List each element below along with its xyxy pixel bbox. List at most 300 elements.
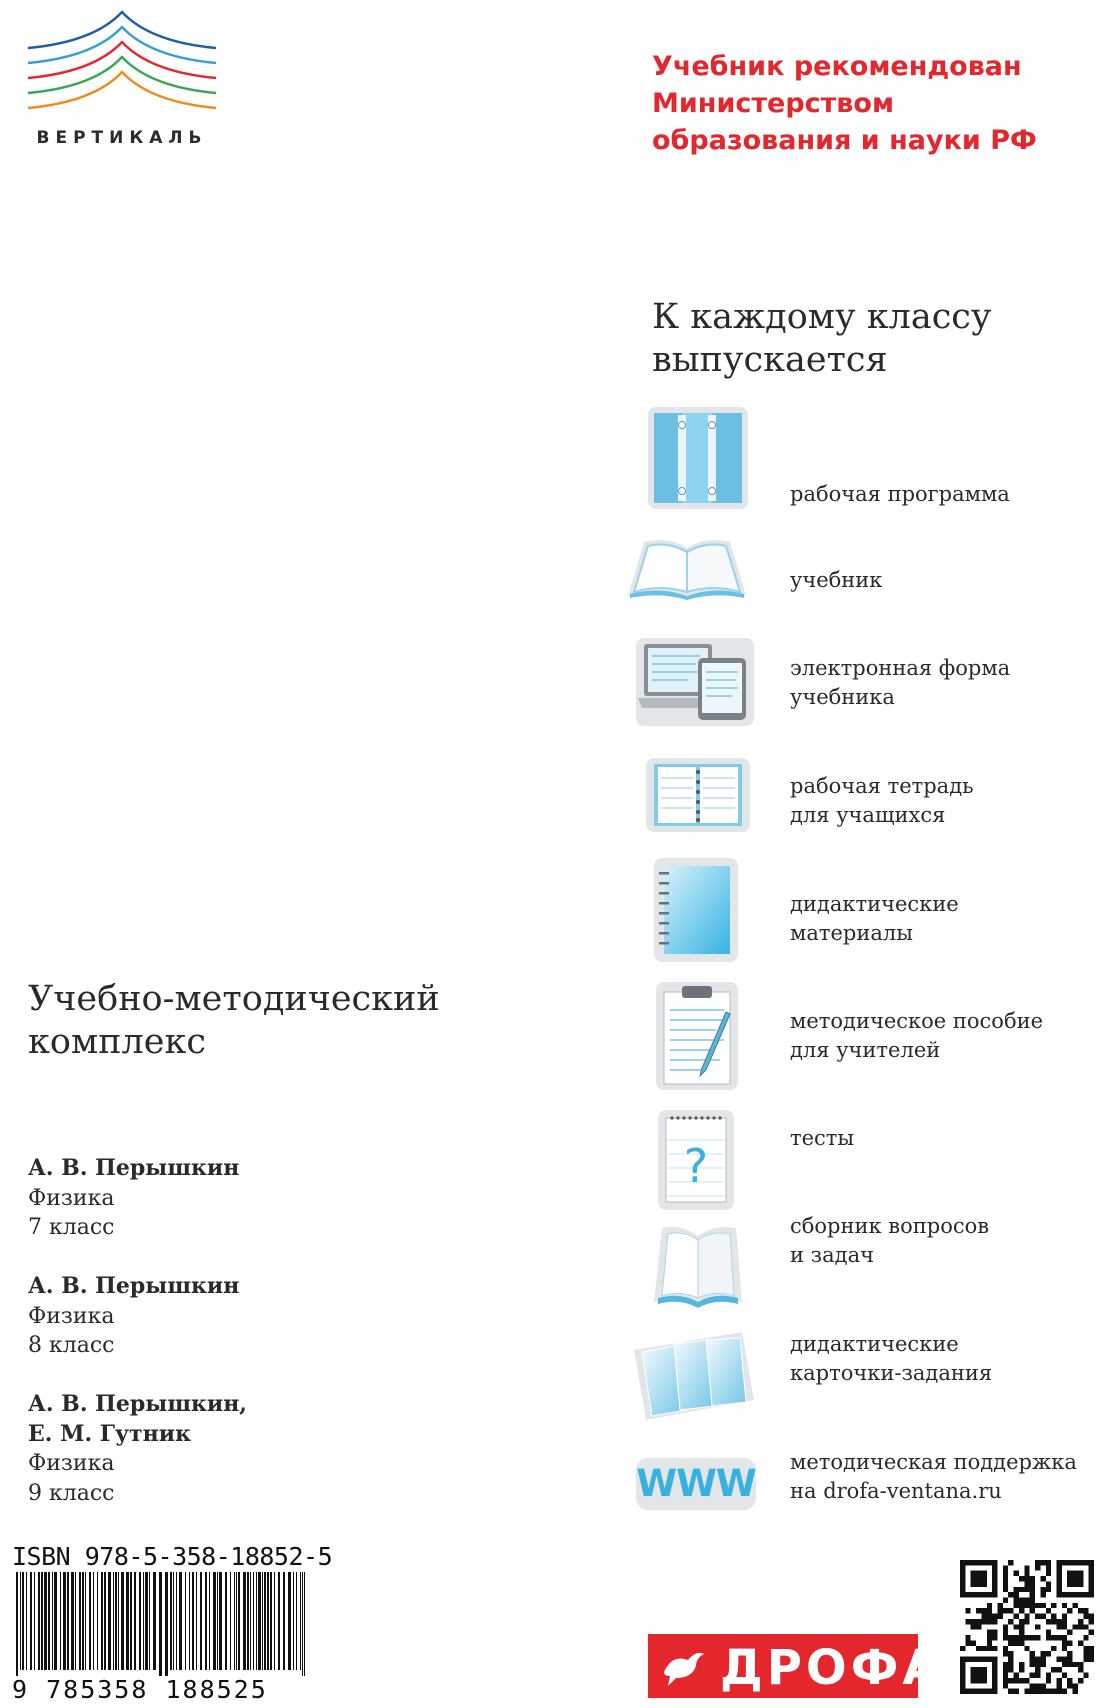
question-pad-icon	[658, 1110, 734, 1210]
barcode-bar	[304, 1572, 305, 1680]
qr-module	[1003, 1587, 1008, 1592]
barcode-bar	[79, 1572, 81, 1670]
qr-module	[1083, 1624, 1088, 1629]
qr-module	[1035, 1614, 1040, 1619]
qr-module	[1046, 1571, 1051, 1576]
barcode-bar	[113, 1572, 114, 1670]
barcode-bar	[200, 1572, 202, 1670]
qr-module	[1008, 1667, 1013, 1672]
barcode-bar	[121, 1572, 124, 1670]
qr-module	[1062, 1656, 1067, 1661]
barcode-bar	[209, 1572, 210, 1670]
qr-module	[992, 1646, 997, 1651]
barcode-bar	[278, 1572, 280, 1670]
qr-module	[1035, 1667, 1040, 1672]
qr-module	[1083, 1651, 1088, 1656]
qr-module	[1003, 1581, 1008, 1586]
qr-module	[1008, 1656, 1013, 1661]
qr-module	[998, 1603, 1003, 1608]
qr-module	[1014, 1673, 1019, 1678]
barcode-bar	[93, 1572, 94, 1670]
item-label	[790, 1007, 1090, 1065]
qr-module	[1030, 1689, 1035, 1694]
qr-module	[960, 1592, 998, 1597]
book-entry	[28, 1272, 239, 1361]
item-label	[790, 1330, 1090, 1388]
item-label	[790, 566, 1090, 595]
qr-module	[1046, 1581, 1051, 1586]
qr-module	[1035, 1683, 1040, 1688]
barcode-bar	[185, 1572, 186, 1670]
qr-module	[1003, 1565, 1008, 1570]
barcode-bar	[67, 1572, 69, 1670]
qr-module	[1003, 1608, 1008, 1613]
qr-module	[1024, 1646, 1029, 1651]
recommendation-line: Учебник рекомендован	[652, 51, 1022, 82]
qr-module	[1024, 1581, 1029, 1586]
qr-module	[987, 1635, 992, 1640]
barcode-bar	[296, 1572, 297, 1670]
qr-module	[1073, 1662, 1078, 1667]
qr-module	[1014, 1678, 1019, 1683]
barcode-bar	[89, 1572, 91, 1670]
qr-module	[1089, 1630, 1094, 1635]
qr-module	[1003, 1667, 1008, 1672]
qr-module	[992, 1560, 997, 1598]
item-label-line: методическое пособие	[790, 1009, 1044, 1033]
qr-module	[1078, 1624, 1083, 1629]
barcode	[12, 1572, 312, 1680]
barcode-bar	[253, 1572, 254, 1670]
qr-module	[1014, 1571, 1019, 1576]
qr-module	[1046, 1635, 1051, 1640]
qr-module	[992, 1656, 997, 1694]
qr-module	[1078, 1619, 1083, 1624]
qr-module	[1030, 1576, 1035, 1581]
qr-module	[981, 1646, 986, 1651]
qr-module	[1014, 1614, 1019, 1619]
qr-module	[1089, 1619, 1094, 1624]
barcode-digits: 9 785358 188525	[12, 1676, 312, 1704]
qr-module	[1019, 1587, 1024, 1592]
book-author: Е. М. Гутник	[28, 1420, 191, 1447]
qr-module	[1003, 1630, 1008, 1635]
qr-module	[1003, 1571, 1008, 1576]
qr-module	[965, 1619, 970, 1624]
barcode-bar	[274, 1572, 275, 1670]
qr-module	[1062, 1619, 1067, 1624]
qr-module	[1046, 1608, 1051, 1613]
item-label	[790, 1448, 1090, 1506]
barcode-bar	[256, 1572, 257, 1670]
book-subject: Физика	[28, 1303, 115, 1329]
qr-module	[1008, 1689, 1013, 1694]
qr-module	[1008, 1640, 1013, 1645]
item-label-line: рабочая тетрадь	[790, 774, 974, 798]
qr-module	[971, 1624, 976, 1629]
qr-module	[976, 1619, 981, 1624]
barcode-bar	[213, 1572, 216, 1670]
qr-module	[1078, 1678, 1083, 1683]
qr-module	[1083, 1635, 1088, 1640]
barcode-bar	[20, 1572, 21, 1670]
qr-module	[1003, 1662, 1008, 1667]
book-grade: 8 класс	[28, 1333, 115, 1358]
qr-module	[1078, 1608, 1083, 1613]
qr-module	[1008, 1678, 1013, 1683]
item-label-line: тесты	[790, 1126, 855, 1150]
qr-module	[987, 1619, 992, 1624]
qr-module	[987, 1603, 992, 1608]
qr-module	[1046, 1651, 1051, 1656]
recommendation-text	[652, 48, 1092, 159]
barcode-bar	[302, 1572, 303, 1680]
qr-module	[1067, 1678, 1072, 1683]
barcode-bar	[243, 1572, 246, 1670]
qr-module	[976, 1608, 981, 1613]
qr-module	[1040, 1614, 1045, 1619]
qr-module	[1046, 1560, 1051, 1565]
barcode-bar	[196, 1572, 197, 1670]
barcode-bar	[170, 1572, 172, 1670]
series-title	[652, 296, 992, 382]
barcode-bar	[126, 1572, 129, 1670]
book-subject: Физика	[28, 1185, 115, 1211]
barcode-bar	[173, 1572, 174, 1670]
qr-module	[1083, 1656, 1088, 1661]
qr-module	[1035, 1560, 1040, 1565]
barcode-bar	[145, 1572, 148, 1670]
qr-module	[1035, 1673, 1040, 1678]
barcode-bar	[41, 1572, 43, 1670]
qr-module	[1019, 1576, 1024, 1581]
qr-module	[1035, 1635, 1040, 1640]
laptop-tablet-icon	[636, 638, 754, 726]
qr-module	[1051, 1635, 1056, 1640]
qr-module	[1014, 1689, 1019, 1694]
item-label	[790, 1212, 1090, 1270]
qr-module	[1040, 1662, 1045, 1667]
qr-module	[1067, 1640, 1072, 1645]
barcode-bar	[219, 1572, 222, 1670]
item-label-line: материалы	[790, 921, 913, 945]
qr-module	[1035, 1689, 1040, 1694]
barcode-bar	[236, 1572, 237, 1670]
qr-module	[1089, 1651, 1094, 1656]
barcode-bar	[97, 1572, 98, 1670]
book-icon	[650, 1222, 746, 1310]
qr-module	[1046, 1630, 1051, 1635]
qr-module	[1035, 1656, 1040, 1661]
item-label-line: для учащихся	[790, 803, 946, 827]
barcode-bar	[149, 1572, 150, 1670]
barcode-bar	[234, 1572, 235, 1670]
item-label	[790, 772, 1090, 830]
barcode-bar	[63, 1572, 66, 1670]
qr-module	[1046, 1673, 1051, 1678]
qr-module	[960, 1656, 965, 1694]
qr-module	[1003, 1576, 1008, 1581]
qr-module	[1062, 1640, 1067, 1645]
qr-module	[1014, 1587, 1019, 1592]
qr-module	[1019, 1678, 1024, 1683]
qr-module	[1083, 1614, 1088, 1619]
barcode-bar	[165, 1572, 168, 1680]
qr-module	[1030, 1592, 1035, 1597]
qr-module	[1078, 1667, 1083, 1672]
qr-module	[965, 1640, 970, 1645]
qr-module	[1083, 1673, 1088, 1678]
qr-module	[1046, 1587, 1051, 1592]
qr-module	[1008, 1651, 1013, 1656]
barcode-bar	[230, 1572, 231, 1670]
barcode-bar	[264, 1572, 266, 1670]
qr-module	[1056, 1667, 1061, 1672]
qr-module	[1089, 1646, 1094, 1651]
item-label-line: электронная форма	[790, 656, 1011, 680]
bird-icon	[658, 1642, 708, 1690]
book-grade: 7 класс	[28, 1215, 115, 1240]
item-label	[790, 890, 1090, 948]
qr-module	[1056, 1624, 1061, 1629]
qr-module	[1024, 1571, 1029, 1576]
qr-module	[1040, 1576, 1045, 1581]
series-title-line: К каждому классу	[652, 297, 992, 337]
barcode-bar	[189, 1572, 190, 1670]
qr-module	[1046, 1565, 1051, 1570]
barcode-bar	[225, 1572, 227, 1670]
qr-module	[1040, 1683, 1045, 1688]
barcode-bar	[16, 1572, 18, 1680]
qr-module	[1019, 1598, 1024, 1603]
qr-module	[1024, 1576, 1029, 1581]
series-title-line: выпускается	[652, 340, 888, 380]
barcode-bar	[247, 1572, 249, 1670]
barcode-bar	[217, 1572, 218, 1670]
qr-module	[1030, 1635, 1035, 1640]
qr-module	[960, 1656, 998, 1661]
qr-module	[1024, 1598, 1029, 1603]
qr-module	[1040, 1603, 1045, 1608]
qr-module	[1067, 1683, 1072, 1688]
clipboard-icon	[656, 982, 738, 1090]
barcode-bar	[22, 1572, 24, 1670]
barcode-bar	[267, 1572, 269, 1670]
barcode-bar	[34, 1572, 35, 1670]
recommendation-line: образования и науки РФ	[652, 125, 1037, 156]
qr-module	[1024, 1614, 1029, 1619]
qr-module	[1003, 1678, 1008, 1683]
qr-module	[1019, 1640, 1024, 1645]
barcode-bar	[118, 1572, 119, 1670]
barcode-bar	[82, 1572, 84, 1670]
qr-module	[1030, 1581, 1035, 1586]
qr-module	[1003, 1624, 1008, 1629]
qr-module	[1035, 1565, 1040, 1570]
qr-module	[1019, 1635, 1024, 1640]
qr-module	[1003, 1635, 1008, 1640]
qr-module	[987, 1614, 992, 1619]
item-label	[790, 480, 1090, 509]
barcode-bar	[75, 1572, 76, 1670]
cards-icon	[632, 1330, 756, 1422]
qr-module	[1019, 1608, 1024, 1613]
qr-module	[1089, 1560, 1094, 1598]
qr-module	[1083, 1608, 1088, 1613]
barcode-bar	[262, 1572, 263, 1670]
qr-module	[1030, 1662, 1035, 1667]
qr-module	[992, 1635, 997, 1640]
qr-module	[981, 1614, 986, 1619]
qr-module	[1024, 1565, 1029, 1570]
qr-module	[992, 1619, 997, 1624]
qr-module	[1040, 1656, 1045, 1661]
qr-module	[1003, 1673, 1008, 1678]
item-label-line: методическая поддержка	[790, 1450, 1077, 1474]
qr-module	[1083, 1646, 1088, 1651]
qr-module	[1030, 1608, 1035, 1613]
qr-module	[987, 1608, 992, 1613]
barcode-bar	[159, 1572, 162, 1680]
barcode-bar	[30, 1572, 32, 1670]
qr-module	[1056, 1656, 1061, 1661]
qr-module	[1046, 1619, 1051, 1624]
barcode-bar	[38, 1572, 40, 1670]
qr-module	[1014, 1592, 1019, 1597]
item-label-line: карточки-задания	[790, 1361, 993, 1385]
qr-module	[1003, 1651, 1008, 1656]
qr-module	[1030, 1683, 1035, 1688]
qr-module	[987, 1640, 992, 1645]
qr-module	[1035, 1603, 1040, 1608]
qr-module	[1067, 1630, 1072, 1635]
qr-module	[1019, 1619, 1024, 1624]
barcode-bar	[108, 1572, 111, 1670]
item-label-line: учебника	[790, 685, 895, 709]
qr-module	[1078, 1662, 1083, 1667]
qr-module	[1067, 1662, 1072, 1667]
logo-wordmark: ВЕРТИКАЛЬ	[36, 128, 208, 148]
qr-module	[1073, 1683, 1078, 1688]
barcode-bar	[48, 1572, 50, 1670]
barcode-bar	[283, 1572, 285, 1670]
qr-module	[1056, 1678, 1061, 1683]
qr-module	[1003, 1683, 1008, 1688]
qr-module	[965, 1635, 970, 1640]
barcode-bar	[293, 1572, 294, 1670]
barcode-bar	[134, 1572, 136, 1670]
isbn-label: ISBN 978-5-358-18852-5	[12, 1542, 333, 1571]
barcode-bar	[130, 1572, 132, 1670]
qr-module	[1024, 1619, 1029, 1624]
book-subject: Физика	[28, 1451, 115, 1476]
qr-module	[1073, 1624, 1078, 1629]
qr-module	[1062, 1662, 1067, 1667]
qr-module	[960, 1689, 998, 1694]
barcode-bar	[270, 1572, 272, 1670]
barcode-bar	[60, 1572, 61, 1670]
barcode-bar	[104, 1572, 106, 1670]
qr-module	[1056, 1560, 1094, 1565]
qr-module	[1008, 1608, 1013, 1613]
qr-module	[1008, 1560, 1013, 1565]
qr-module	[1019, 1603, 1024, 1608]
barcode-bar	[258, 1572, 261, 1670]
qr-module	[1067, 1608, 1072, 1613]
qr-module	[1062, 1646, 1067, 1651]
binder-icon	[646, 405, 750, 511]
qr-module	[1008, 1619, 1013, 1624]
qr-module	[1024, 1635, 1029, 1640]
qr-module	[1024, 1603, 1029, 1608]
qr-module	[987, 1630, 992, 1635]
qr-module	[998, 1614, 1003, 1619]
www-text: WWW	[636, 1462, 756, 1505]
item-label-line: сборник вопросов	[790, 1214, 990, 1238]
qr-module	[1040, 1560, 1045, 1565]
qr-module	[1062, 1624, 1067, 1629]
item-label-line: для учителей	[790, 1038, 941, 1062]
qr-module	[1030, 1673, 1035, 1678]
qr-module	[1014, 1603, 1019, 1608]
item-label-line: учебник	[790, 568, 883, 592]
qr-module	[1046, 1678, 1051, 1683]
notebook-icon	[646, 758, 750, 832]
qr-module	[1067, 1651, 1072, 1656]
qr-module	[1062, 1614, 1067, 1619]
qr-module	[1089, 1656, 1094, 1661]
barcode-bar	[176, 1572, 177, 1670]
spiral-notebook-icon	[654, 858, 738, 962]
qr-module	[1040, 1587, 1045, 1592]
qr-module	[1062, 1689, 1067, 1694]
qr-module	[1051, 1603, 1056, 1608]
item-label	[790, 1124, 1090, 1153]
qr-module	[1046, 1689, 1051, 1694]
item-label-line: дидактические	[790, 1332, 959, 1356]
qr-module	[1078, 1640, 1083, 1645]
qr-module	[1014, 1640, 1019, 1645]
umk-title	[28, 978, 440, 1064]
qr-module	[1030, 1603, 1035, 1608]
barcode-bar	[115, 1572, 117, 1670]
open-book-icon	[624, 534, 750, 602]
barcode-bar	[192, 1572, 194, 1670]
barcode-bar	[101, 1572, 103, 1670]
barcode-bar	[300, 1572, 301, 1670]
qr-module	[1014, 1598, 1019, 1603]
qr-module	[1062, 1673, 1067, 1678]
qr-module	[1008, 1635, 1013, 1640]
qr-module	[971, 1619, 976, 1624]
qr-module	[1056, 1560, 1061, 1598]
qr-module	[1051, 1689, 1056, 1694]
barcode-bar	[44, 1572, 47, 1670]
qr-module	[1030, 1587, 1035, 1592]
book-author: А. В. Перышкин	[28, 1155, 240, 1181]
item-label-line: и задач	[790, 1243, 874, 1267]
qr-module	[1019, 1662, 1024, 1667]
qr-module	[1056, 1689, 1061, 1694]
qr-module	[1035, 1662, 1040, 1667]
book-author: А. В. Перышкин	[28, 1273, 240, 1299]
qr-module	[1056, 1592, 1094, 1597]
book-author: А. В. Перышкин,	[28, 1391, 247, 1417]
item-label-line: рабочая программа	[790, 482, 1010, 506]
barcode-bar	[250, 1572, 251, 1670]
qr-module	[1056, 1619, 1061, 1624]
qr-module	[987, 1646, 992, 1651]
